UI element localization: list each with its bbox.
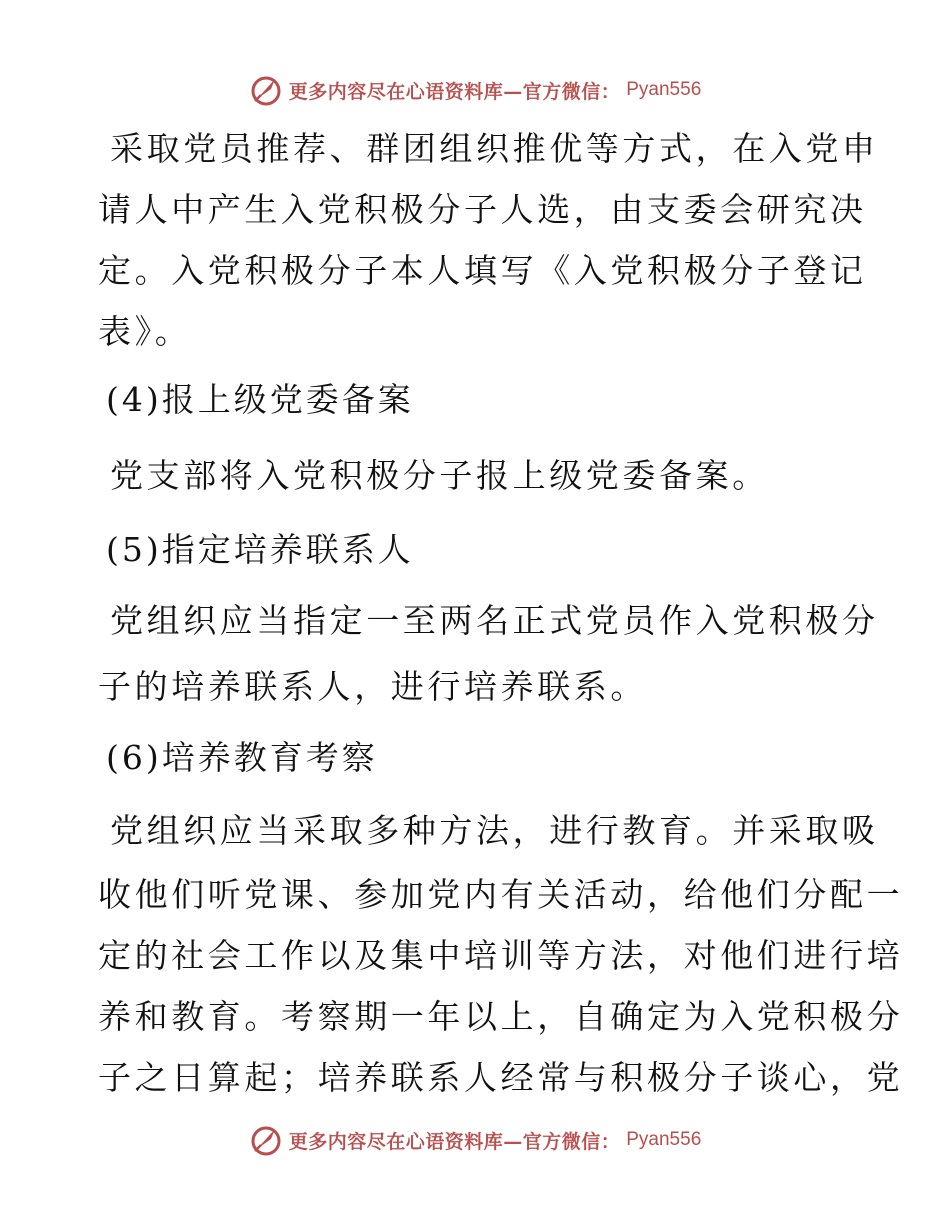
paragraph-line: 党组织应当指定一至两名正式党员作入党积极分 bbox=[110, 601, 879, 640]
document-body bbox=[98, 118, 904, 1108]
section-heading-4: (4)报上级党委备案 bbox=[106, 380, 414, 419]
watermark-footer bbox=[0, 1120, 950, 1160]
paragraph-line: 子之日算起；培养联系人经常与积极分子谈心，党 bbox=[98, 1058, 904, 1097]
quill-logo-icon bbox=[249, 1123, 283, 1157]
watermark-text: 更多内容尽在心语资料库—官方微信： bbox=[288, 80, 621, 103]
paragraph-line: 党支部将入党积极分子报上级党委备案。 bbox=[110, 456, 769, 495]
watermark-text: 更多内容尽在心语资料库—官方微信： bbox=[288, 1130, 621, 1153]
paragraph-line: 采取党员推荐、群团组织推优等方式，在入党申 bbox=[110, 129, 879, 168]
paragraph-line: 养和教育。考察期一年以上，自确定为入党积极分 bbox=[98, 997, 904, 1036]
section-heading-5: (5)指定培养联系人 bbox=[106, 530, 414, 569]
paragraph-line: 定。入党积极分子本人填写《入党积极分子登记 bbox=[98, 251, 867, 290]
quill-logo-icon bbox=[249, 73, 283, 107]
paragraph-line: 党组织应当采取多种方法，进行教育。并采取吸 bbox=[110, 811, 879, 850]
paragraph-line: 子的培养联系人，进行培养联系。 bbox=[98, 667, 647, 706]
paragraph-line: 请人中产生入党积极分子人选，由支委会研究决 bbox=[98, 190, 867, 229]
paragraph-line: 定的社会工作以及集中培训等方法，对他们进行培 bbox=[98, 936, 904, 975]
section-heading-6: (6)培养教育考察 bbox=[106, 738, 378, 777]
watermark-header bbox=[0, 70, 950, 110]
watermark-handle: Pyan556 bbox=[626, 1129, 702, 1150]
watermark-handle: Pyan556 bbox=[626, 79, 702, 100]
paragraph-line: 收他们听党课、参加党内有关活动，给他们分配一 bbox=[98, 875, 904, 914]
paragraph-line: 表》。 bbox=[98, 312, 192, 351]
